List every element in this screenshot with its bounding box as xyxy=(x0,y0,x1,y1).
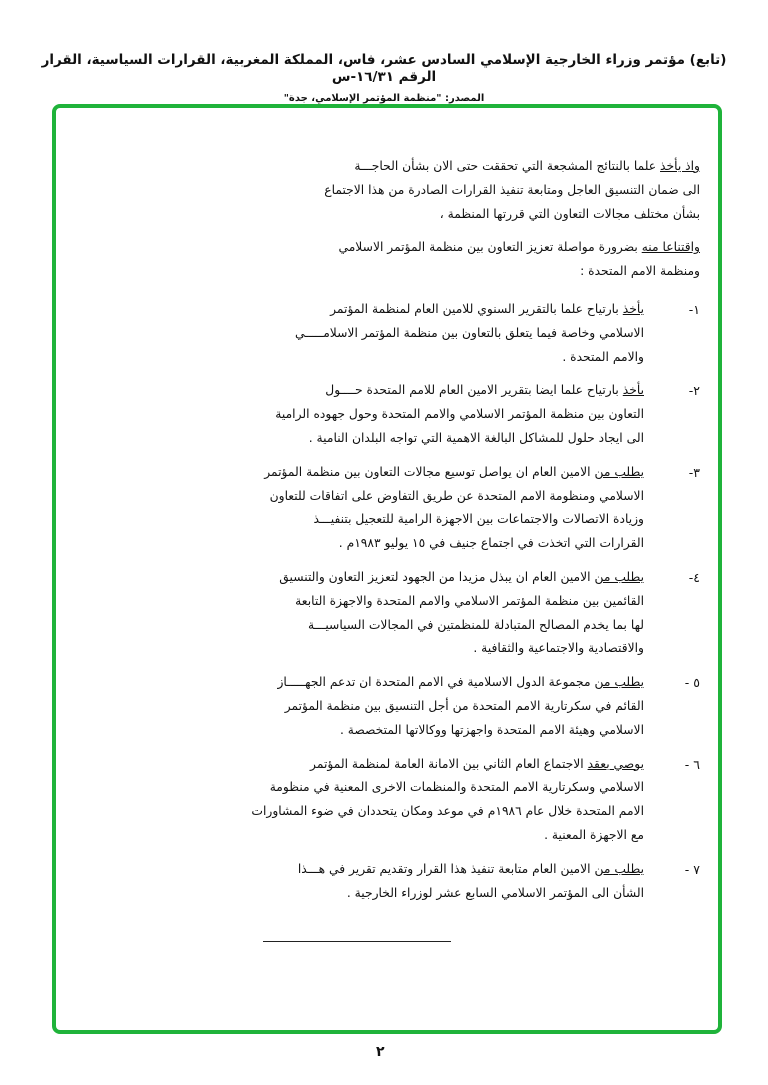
text-line xyxy=(62,379,644,403)
resolution-item xyxy=(62,298,700,369)
end-divider xyxy=(263,941,451,942)
lead-phrase: يأخذ xyxy=(622,301,644,316)
line-text: الامم المتحدة خلال عام ١٩٨٦م في موعد ومكان يتحددان في ضوء المشاورات xyxy=(251,804,644,819)
lead-phrase: واذ يأخذ xyxy=(660,159,700,173)
line-text: الامين العام متابعة تنفيذ هذا القرار وتقديم تقرير في هـــذا xyxy=(297,861,595,876)
text-line xyxy=(62,236,700,260)
text-line xyxy=(62,637,644,661)
text-line xyxy=(62,695,644,719)
resolution-item xyxy=(62,461,700,556)
document-source: المصدر: "منظمة المؤتمر الإسلامي، جدة" xyxy=(283,93,485,104)
line-text: بشأن مختلف مجالات التعاون التي قررتها المنظمة ، xyxy=(439,206,700,221)
text-line xyxy=(62,590,644,614)
lead-phrase: يوصي بعقد xyxy=(587,756,644,771)
line-text: الاسلامي ومنظومة الامم المتحدة عن طريق التفاوض على اتفاقات للتعاون xyxy=(269,488,644,503)
line-text: مجموعة الدول الاسلامية في الامم المتحدة ان تدعم الجهـــــاز xyxy=(277,675,595,690)
resolution-item xyxy=(62,566,700,661)
line-text: الاجتماع العام الثاني بين الامانة العامة لمنظمة المؤتمر xyxy=(310,756,588,771)
text-line xyxy=(62,322,644,346)
text-line xyxy=(62,260,700,284)
lead-phrase: يأخذ xyxy=(622,383,644,398)
text-line xyxy=(62,719,644,743)
line-text: بضرورة مواصلة تعزيز التعاون بين منظمة المؤتمر الاسلامي xyxy=(338,240,642,255)
document-title: (تابع) مؤتمر وزراء الخارجية الإسلامي السادس عشر، فاس، المملكة المغربية، القرارات السياسية، القرار الرقم ١٦/٣١-س xyxy=(41,52,727,85)
item-number: ٣- xyxy=(688,464,700,480)
line-text: الاسلامي وخاصة فيما يتعلق بالتعاون بين منظمة المؤتمر الاسلامـــــي xyxy=(294,325,644,340)
text-line xyxy=(62,461,644,485)
text-line xyxy=(62,298,644,322)
line-text: الى ضمان التنسيق العاجل ومتابعة تنفيذ القرارات الصادرة من هذا الاجتماع xyxy=(324,182,700,197)
line-text: علما بالنتائج المشجعة التي تحققت حتى الان بشأن الحاجـــة xyxy=(354,159,661,173)
item-number: ٧ - xyxy=(684,861,700,877)
line-text: والامم المتحدة . xyxy=(562,349,644,364)
item-number: ٤- xyxy=(688,569,700,585)
preamble-paragraph xyxy=(62,155,700,226)
line-text: الامين العام ان يواصل توسيع مجالات التعاون بين منظمة المؤتمر xyxy=(264,464,595,479)
item-number: ٦ - xyxy=(684,756,700,772)
text-line xyxy=(62,882,644,906)
text-line xyxy=(62,485,644,509)
text-line xyxy=(62,427,644,451)
line-text: وزيادة الاتصالات والاجتماعات بين الاجهزة الرامية للتعجيل بتنفيـــذ xyxy=(313,512,644,527)
text-line xyxy=(62,671,644,695)
text-line xyxy=(62,614,644,638)
resolution-item xyxy=(62,671,700,742)
line-text: التعاون بين منظمة المؤتمر الاسلامي والامم المتحدة وحول جهوده الرامية xyxy=(275,407,644,422)
item-number: ١- xyxy=(688,301,700,317)
resolution-item xyxy=(62,858,700,906)
text-line xyxy=(62,753,644,777)
preamble-paragraph xyxy=(62,236,700,284)
text-line xyxy=(62,179,700,203)
text-line xyxy=(62,824,644,848)
document-header xyxy=(40,52,728,106)
lead-phrase: يطلب من xyxy=(594,675,644,690)
resolution-body xyxy=(62,155,700,942)
text-line xyxy=(62,532,644,556)
text-line xyxy=(62,155,700,179)
line-text: ومنظمة الامم المتحدة : xyxy=(580,264,700,279)
line-text: الى ايجاد حلول للمشاكل البالغة الاهمية التي تواجه البلدان النامية . xyxy=(308,430,644,445)
line-text: لها بما يخدم المصالح المتبادلة للمنظمتين في المجالات السياسيـــة xyxy=(307,617,644,632)
resolution-item xyxy=(62,379,700,450)
line-text: والاقتصادية والاجتماعية والثقافية . xyxy=(473,641,644,656)
text-line xyxy=(62,566,644,590)
line-text: القرارات التي اتخذت في اجتماع جنيف في ١٥ يوليو ١٩٨٣م . xyxy=(338,536,644,551)
item-number: ٥ - xyxy=(684,675,700,691)
lead-phrase: واقتناعا منه xyxy=(641,240,700,255)
line-text: الشأن الى المؤتمر الاسلامي السابع عشر لوزراء الخارجية . xyxy=(346,885,644,900)
text-line xyxy=(62,403,644,427)
line-text: الاسلامي وسكرتارية الامم المتحدة والمنظمات الاخرى المعنية في منظومة xyxy=(269,780,644,795)
line-text: بارتياح علما بالتقرير السنوي للامين العام لمنظمة المؤتمر xyxy=(330,301,623,316)
text-line xyxy=(62,776,644,800)
lead-phrase: يطلب من xyxy=(594,861,644,876)
text-line xyxy=(62,508,644,532)
line-text: الامين العام ان يبذل مزيدا من الجهود لتعزيز التعاون والتنسيق xyxy=(279,569,595,584)
line-text: القائمين بين منظمة المؤتمر الاسلامي والامم المتحدة والاجهزة التابعة xyxy=(295,593,644,608)
lead-phrase: يطلب من xyxy=(594,464,644,479)
item-number: ٢- xyxy=(688,383,700,399)
text-line xyxy=(62,858,644,882)
page-number: ٢ xyxy=(376,1044,385,1060)
text-line xyxy=(62,346,644,370)
lead-phrase: يطلب من xyxy=(594,569,644,584)
text-line xyxy=(62,800,644,824)
line-text: الاسلامي وهيئة الامم المتحدة واجهزتها ووكالاتها المتخصصة . xyxy=(339,722,644,737)
resolution-item xyxy=(62,753,700,848)
text-line xyxy=(62,203,700,227)
line-text: القائم في سكرتارية الامم المتحدة من أجل التنسيق بين منظمة المؤتمر xyxy=(284,698,644,713)
line-text: مع الاجهزة المعنية . xyxy=(544,827,644,842)
line-text: بارتياح علما ايضا بتقرير الامين العام للامم المتحدة حــــول xyxy=(325,383,623,398)
